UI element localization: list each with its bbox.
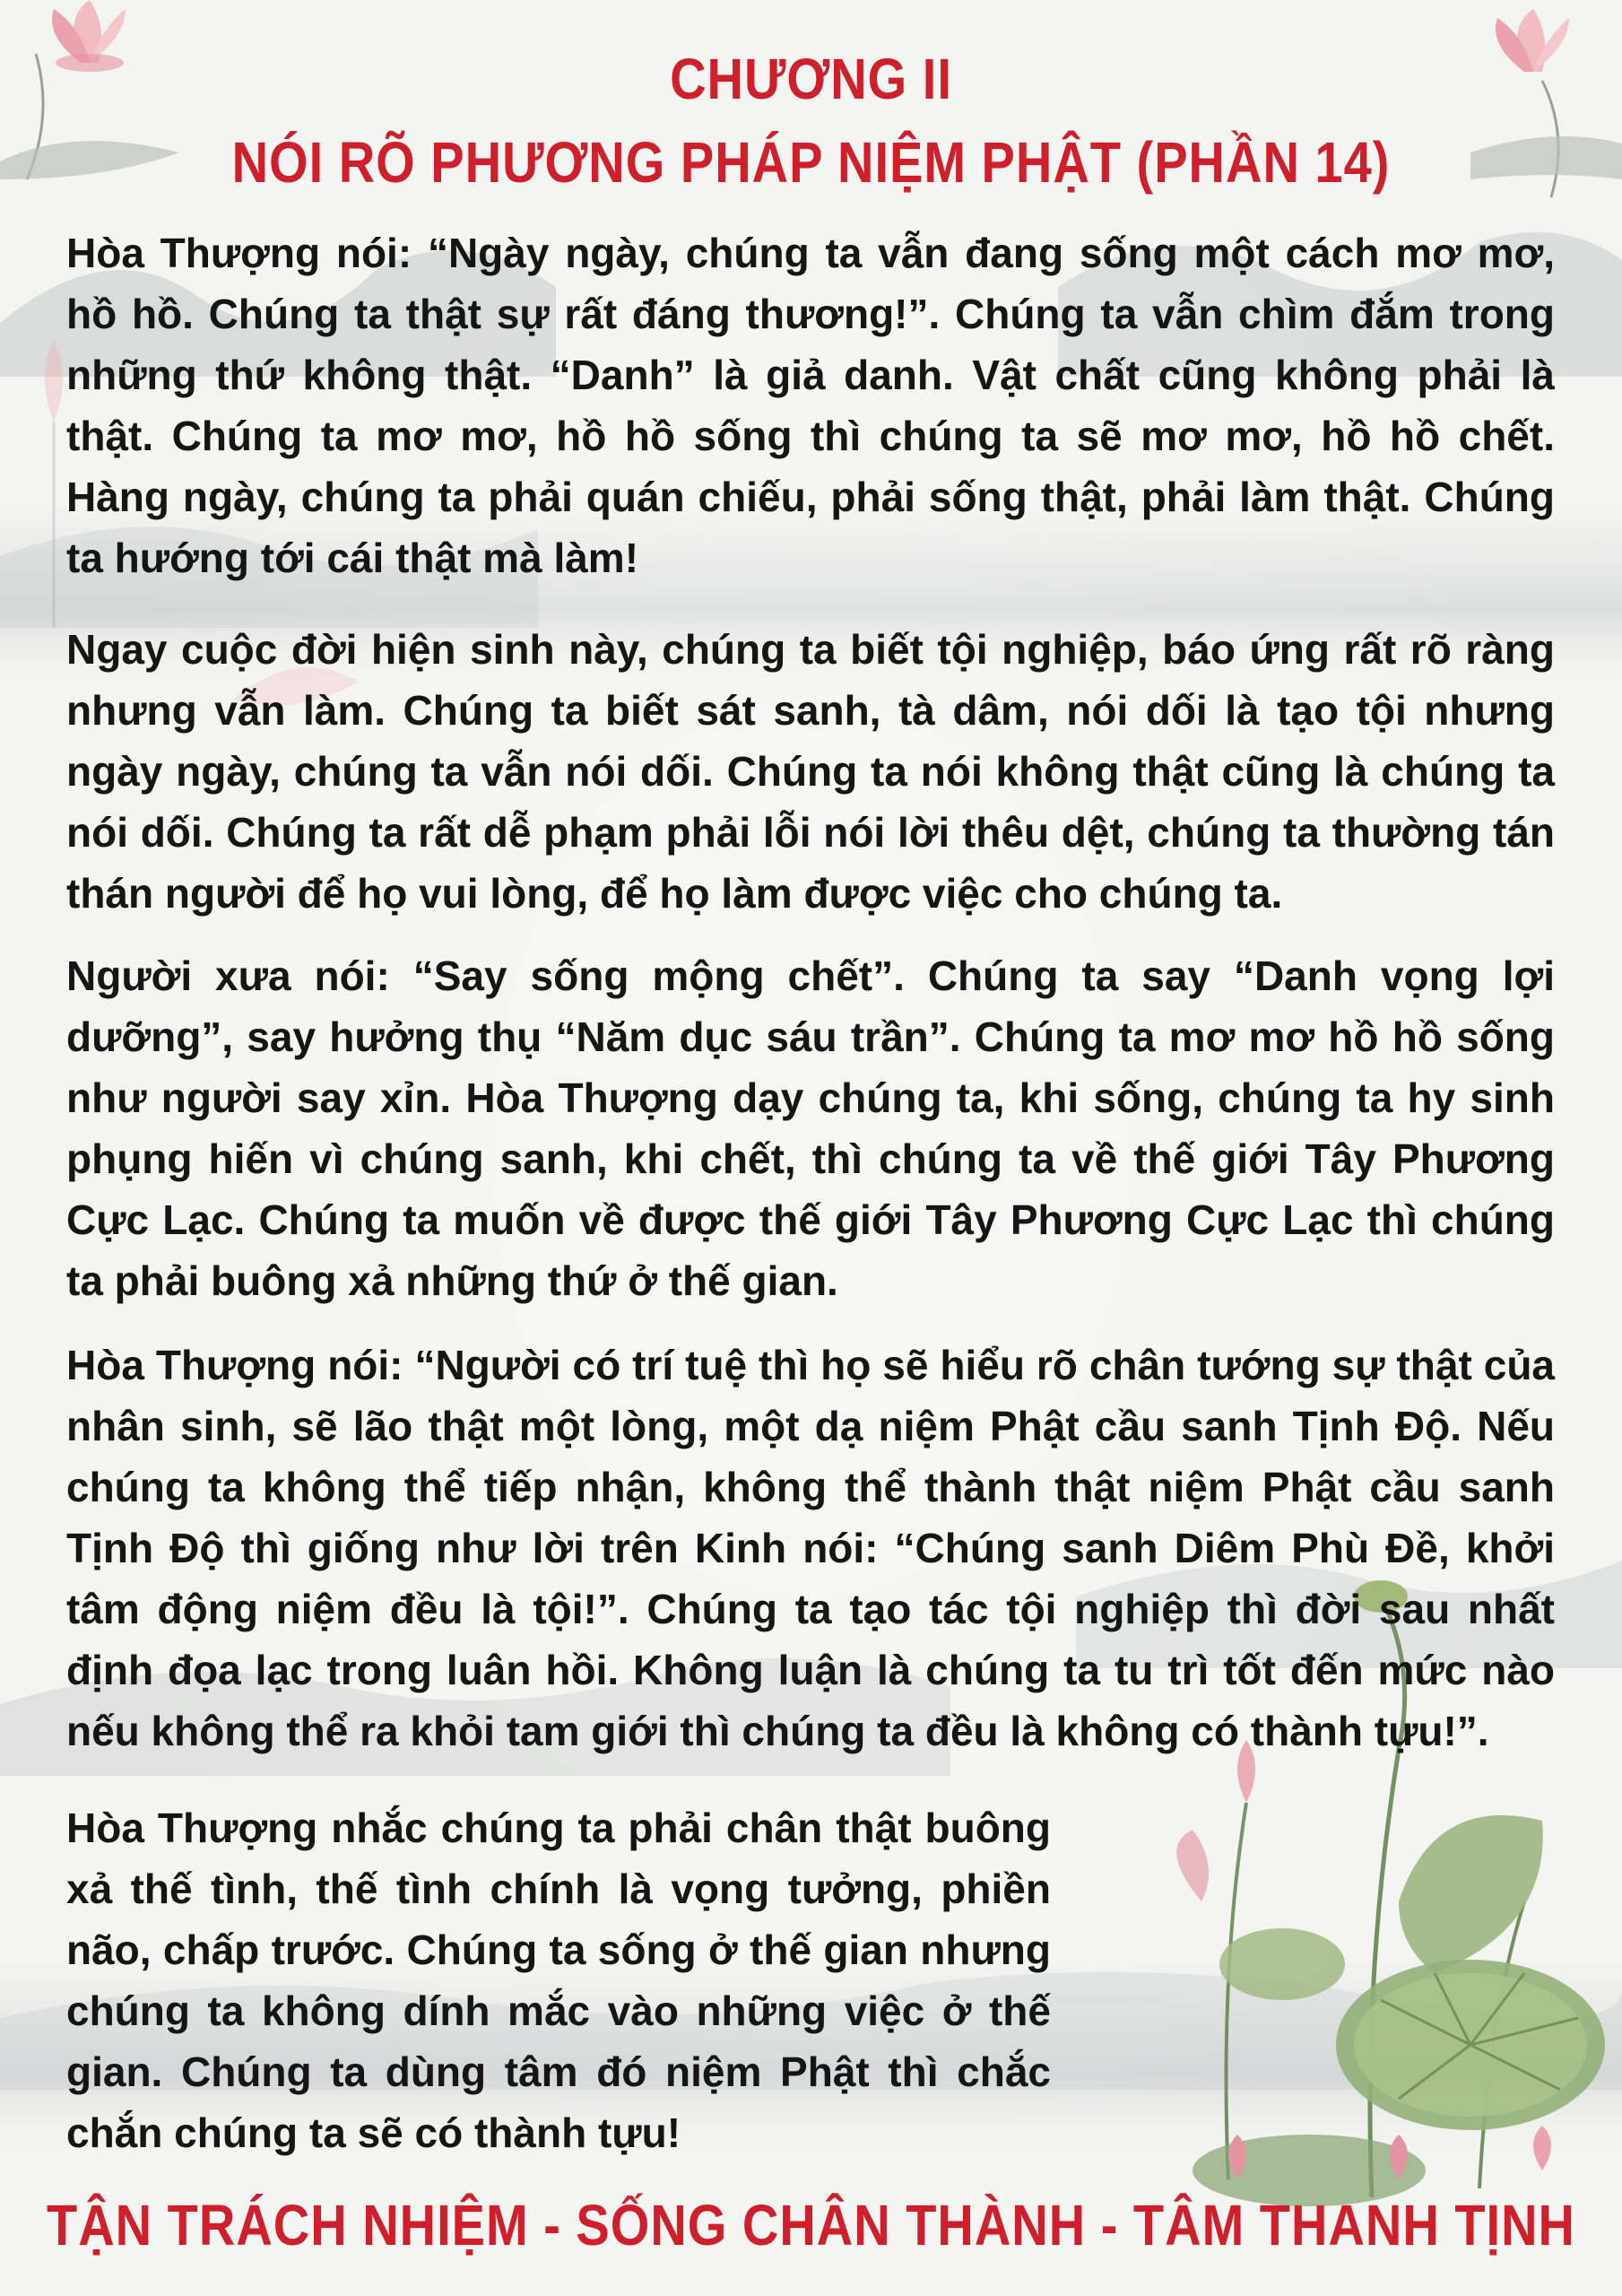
paragraph-4: Hòa Thượng nói: “Người có trí tuệ thì họ sẽ hiểu rõ chân tướng sự thật của nhân sinh, sẽ lão thật một lòng, một dạ niệm Phật cầu sanh Tịnh Độ. Nếu chúng ta không thể tiếp nhận, không thể thành thật niệm Phật cầu sanh Tịnh Độ thì giống như lời trên Kinh nói: “Chúng sanh Diêm Phù Đề, khởi tâm động niệm đều là tội!”. Chúng ta tạo tác tội nghiệp thì đời sau nhất định đọa lạc trong luân hồi. Không luận là chúng ta tu trì tốt đến mức nào nếu không thể ra khỏi tam giới thì chúng ta đều là không có thành tựu!”. <box>66 1342 1555 1754</box>
footer-motto: TẬN TRÁCH NHIỆM - SỐNG CHÂN THÀNH - TÂM THANH TỊNH <box>47 2192 1575 2257</box>
paragraph-2: Ngay cuộc đời hiện sinh này, chúng ta biết tội nghiệp, báo ứng rất rõ ràng nhưng vẫn làm. Chúng ta biết sát sanh, tà dâm, nói dối là tạo tội nhưng ngày ngày, chúng ta vẫn nói dối. Chúng ta nói không thật cũng là chúng ta nói dối. Chúng ta rất dễ phạm phải lỗi nói lời thêu dệt, chúng ta thường tán thán người để họ vui lòng, để họ làm được việc cho chúng ta. <box>66 626 1555 917</box>
paragraph-5: Hòa Thượng nhắc chúng ta phải chân thật buông xả thế tình, thế tình chính là vọng tưởng, phiền não, chấp trước. Chúng ta sống ở thế gian nhưng chúng ta không dính mắc vào những việc ở thế gian. Chúng ta dùng tâm đó niệm Phật thì chắc chắn chúng ta sẽ có thành tựu! <box>66 1805 1051 2156</box>
paragraph-3: Người xưa nói: “Say sống mộng chết”. Chúng ta say “Danh vọng lợi dưỡng”, say hưởng thụ “Năm dục sáu trần”. Chúng ta mơ mơ hồ hồ sống như người say xỉn. Hòa Thượng dạy chúng ta, khi sống, chúng ta hy sinh phụng hiến vì chúng sanh, khi chết, thì chúng ta về thế giới Tây Phương Cực Lạc. Chúng ta muốn về được thế giới Tây Phương Cực Lạc thì chúng ta phải buông xả những thứ ở thế gian. <box>66 952 1555 1304</box>
chapter-title: CHƯƠNG II <box>670 46 952 111</box>
paragraph-1: Hòa Thượng nói: “Ngày ngày, chúng ta vẫn đang sống một cách mơ mơ, hồ hồ. Chúng ta thật sự rất đáng thương!”. Chúng ta vẫn chìm đắm trong những thứ không thật. “Danh” là giả danh. Vật chất cũng không phải là thật. Chúng ta mơ mơ, hồ hồ sống thì chúng ta sẽ mơ mơ, hồ hồ chết. Hàng ngày, chúng ta phải quán chiếu, phải sống thật, phải làm thật. Chúng ta hướng tới cái thật mà làm! <box>66 230 1555 581</box>
chapter-subtitle: NÓI RÕ PHƯƠNG PHÁP NIỆM PHẬT (PHẦN 14) <box>231 129 1391 195</box>
